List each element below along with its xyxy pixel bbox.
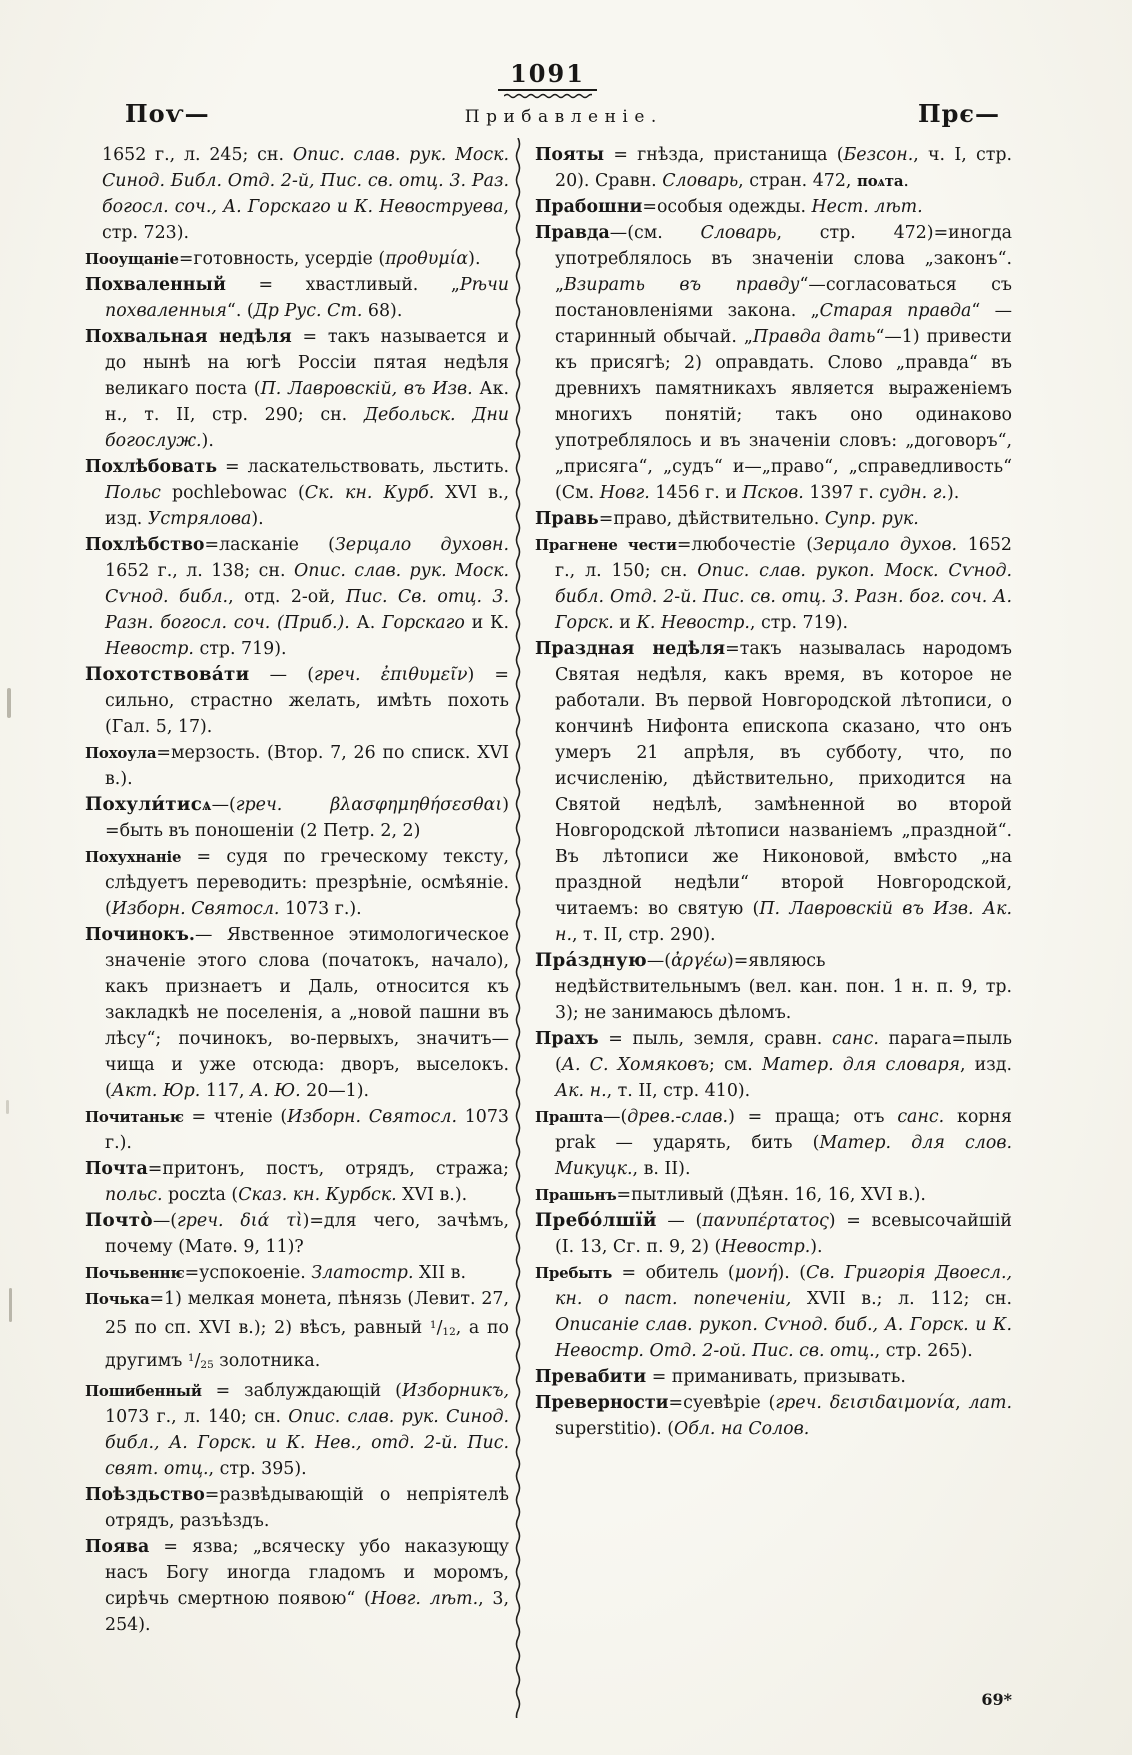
text-run: = гнѣзда, пристанища ( (604, 145, 844, 165)
entry-headword: Пояты (535, 145, 605, 165)
text-run: Изборн. Святосл. (287, 1107, 458, 1127)
text-run: ). (810, 1237, 823, 1257)
text-run: , т. II, стр. 290). (571, 925, 716, 945)
text-run: pochlebowac ( (160, 483, 305, 503)
text-run: Описаніе слав. рукоп. Сѵнод. биб., А. Горск. и К. Невостр. Отд. 2-ой. Пис. св. отц. (555, 1315, 1012, 1361)
text-run: парага=пыль ( (555, 1029, 1012, 1075)
text-run: μονή (734, 1263, 778, 1283)
text-run: ) = праща; отъ (728, 1107, 898, 1127)
entry-headword: Почьвеннѥ (85, 1264, 185, 1282)
text-run: = приманивать, призывать. (646, 1367, 906, 1387)
text-run: XII в. (413, 1263, 466, 1283)
text-run: Обл. на Солов. (673, 1419, 810, 1439)
text-run: Опис. слав. рукоп. Моск. Сѵнод. библ. Отд. 2-й. Пис. св. отц. 3. Разн. бог. соч. А. Горск. (555, 561, 1012, 633)
dictionary-entry (85, 142, 509, 246)
printer-signature: 69* (981, 1690, 1012, 1709)
text-run: Опис. слав. рук. Моск. Синод. Библ. Отд. 2-й, Пис. св. отц. 3. Раз. богосл. соч., А. Горскаго и К. Невоструева (102, 145, 509, 217)
text-run: )=являюсь недѣйствительнымъ (вел. кан. пон. 1 н. п. 9, тр. 3); не занимаюсь дѣломъ. (555, 951, 1012, 1023)
text-run: = хвастливый. „ (225, 275, 460, 295)
text-run: =суевѣріе ( (668, 1393, 776, 1413)
text-run: Зерцало духов. (813, 535, 958, 555)
text-run: . (903, 171, 909, 191)
entry-headword: Преверности (535, 1393, 669, 1413)
entry-headword: Почька (85, 1290, 150, 1308)
header-section-title: Прибавленіе. (464, 107, 663, 127)
text-run: 1 (187, 1352, 195, 1365)
text-run: золотника. (213, 1351, 321, 1372)
text-run: А. (349, 613, 383, 633)
text-run: “—согласоваться съ постановленіями закона. „ (555, 275, 1012, 321)
text-run: προθυμία (385, 249, 469, 269)
text-run: стр. 719). (193, 639, 287, 659)
entry-headword: Правда (535, 223, 610, 243)
text-run: , изд. (959, 1055, 1012, 1075)
dictionary-entry (535, 1260, 1012, 1364)
text-run: санс. (897, 1107, 945, 1127)
text-run: Супр. рук. (824, 509, 919, 529)
dictionary-entry (85, 740, 509, 792)
text-run: 1456 г. и (649, 483, 743, 503)
text-run: =мерзость. (Втор. 7, 26 по списк. XVI в.). (105, 743, 509, 789)
page-number-block (85, 59, 1010, 101)
dictionary-entry (535, 1390, 1012, 1442)
dictionary-entry (535, 1208, 1012, 1260)
text-run: Сказ. кн. Курбск. (238, 1185, 397, 1205)
text-run: Устрялова (147, 509, 252, 529)
text-run: Псков. (742, 483, 804, 503)
dictionary-entry (535, 532, 1012, 636)
text-run: А. Ю. (250, 1081, 301, 1101)
dictionary-entry (85, 844, 509, 922)
text-run: 1 (429, 1319, 437, 1331)
text-run: , т. II, стр. 410). (606, 1081, 751, 1101)
text-run: =особыя одежды. (642, 197, 812, 217)
entry-headword: Почитаньѥ (85, 1108, 184, 1126)
entry-headword: Похлѣбовать (85, 457, 218, 477)
text-run: судн. г. (879, 483, 947, 503)
dictionary-entry (85, 662, 509, 740)
text-run: )=для чего, зачѣмъ, почему (Матѳ. 9, 11)? (105, 1211, 510, 1257)
entry-headword: Прагнене чести (535, 536, 677, 554)
text-run: Пис. Св. отц. 3. Разн. богосл. соч. (Приб.). (105, 587, 510, 633)
text-run: Новг. (599, 483, 650, 503)
text-run: К. Невостр. (636, 613, 750, 633)
text-run: —(см. (609, 223, 701, 243)
text-run: Невостр. (105, 639, 194, 659)
text-run: superstitio). ( (555, 1419, 674, 1439)
text-run: , стр. 472)=иногда употреблялось въ значеніи слова „законъ“. „ (555, 223, 1012, 295)
text-run: 1073 г.). (279, 899, 362, 919)
entry-headword: Почта (85, 1159, 148, 1179)
text-run: ἐπιθυμεῖν (380, 665, 468, 685)
dictionary-entry (85, 1208, 509, 1260)
text-run: Новг. лѣт. (370, 1589, 479, 1610)
text-run: , стр. 395). (208, 1459, 307, 1480)
text-run: , в. II). (632, 1159, 691, 1179)
dictionary-entry (535, 142, 1012, 194)
dictionary-entry (85, 1104, 509, 1156)
text-run: 1652 г., л. 245; сн. (102, 145, 293, 165)
text-run: = такъ называется и до нынѣ на югѣ Россіи пятая недѣля великаго поста ( (105, 327, 509, 399)
entry-headword: Праздная недѣля (535, 639, 726, 659)
text-run: Матер. для слов. Микуцк. (555, 1133, 1012, 1179)
text-run: Правда дать (752, 327, 876, 347)
entry-headword: Пребо́лшїй (535, 1210, 657, 1231)
dictionary-entry (85, 792, 509, 844)
text-run: Взирать въ правду (564, 275, 800, 295)
text-run: , ч. I, стр. 20). Сравн. (555, 145, 1012, 191)
text-run: —( (211, 795, 236, 815)
text-run: ). ( (777, 1263, 806, 1283)
text-run: Зерцало духовн. (334, 535, 509, 555)
text-run: Акт. Юр. (111, 1081, 201, 1101)
entry-headword: Прашьнъ (535, 1186, 617, 1204)
text-run: — ( (656, 1211, 703, 1231)
text-run: Св. Григорія Двоесл., кн. о паст. попеченіи, (555, 1263, 1012, 1309)
text-run: / (194, 1351, 201, 1372)
entry-headword: Похухнаніе (85, 848, 182, 866)
text-run: Опис. слав. рук. Синод. библ., А. Горск. и К. Нев., отд. 2-й. Пис. свят. отц. (105, 1407, 509, 1480)
text-run: poczta ( (162, 1185, 239, 1205)
text-run: Невостр. (721, 1237, 811, 1257)
text-run: = обитель ( (612, 1263, 735, 1283)
text-run: =такъ называлась народомъ Святая недѣля, какъ время, въ которое не работали. Въ первой Новгородской лѣтописи, о кончинѣ Нифонта епископа сказано, что онъ умеръ 21 апрѣля, въ субботу, что, по исчисленію, дѣйствительно, приходится на Святой недѣлѣ, замѣненной во второй Новгородской лѣтописи названіемъ „праздной“. Въ лѣтописи же Никоновой, вмѣсто „на праздной недѣли“ второй Новгородской, читаемъ: во святую ( (555, 639, 1012, 919)
text-run: Горскаго (382, 613, 465, 633)
dictionary-entry (85, 1286, 509, 1378)
text-run: корня prak — ударять, бить ( (555, 1107, 1012, 1153)
header-left-keyword: Поѵ— (125, 99, 210, 128)
text-run: Безсон. (843, 145, 914, 165)
text-run: = судя по греческому тексту, слѣдуетъ переводить: презрѣніе, осмѣяніе. ( (105, 847, 509, 919)
text-run: древ.-слав. (627, 1107, 729, 1127)
text-run: 20—1). (300, 1081, 370, 1101)
entry-headword: Похвальная недѣля (85, 327, 292, 347)
text-run (282, 795, 330, 815)
entry-headword: Пошибенный (85, 1382, 202, 1401)
entry-headword: Похоула (85, 744, 157, 762)
dictionary-entry (85, 454, 509, 532)
text-run: Старая правда (819, 301, 972, 321)
text-run: ) = сильно, страстно желать, имѣть похоть (Гал. 5, 17). (105, 665, 509, 737)
text-run: ). (946, 483, 960, 503)
text-run: Ак. н. (555, 1081, 607, 1101)
dictionary-entry (85, 1482, 509, 1534)
dictionary-entry (85, 246, 509, 272)
entry-headword: Похваленный (85, 275, 226, 295)
text-run: , стр. 723). (102, 197, 509, 243)
entry-headword: Похули́тисѧ (85, 794, 212, 815)
header-right-keyword: Прє— (917, 99, 1000, 128)
text-run: 1652 г., л. 150; сн. (555, 535, 1012, 581)
page-number: 1091 (498, 62, 597, 91)
dictionary-entry (85, 532, 509, 662)
text-run: ἀργέω (671, 951, 727, 971)
left-column (85, 142, 509, 1638)
dictionary-entry (535, 948, 1012, 1026)
text-run: ). (251, 509, 264, 529)
dictionary-entry (85, 922, 509, 1104)
text-run: / (436, 1318, 443, 1339)
text-run: и К. (464, 613, 509, 633)
text-run: —( (603, 1107, 628, 1127)
text-run: , стр. 265). (874, 1341, 973, 1361)
dictionary-entry (535, 220, 1012, 506)
text-run: 12 (442, 1326, 456, 1339)
text-run: П. Лавровскій въ Изв. Ак. н. (555, 899, 1012, 945)
text-run (822, 1393, 830, 1413)
text-run: XVII в.; л. 112; сн. (791, 1289, 1012, 1309)
running-header (85, 99, 1010, 128)
text-run: ). (201, 431, 214, 451)
text-run: польс. (105, 1185, 163, 1205)
dictionary-entry (535, 636, 1012, 948)
text-run: П. Лавровскій, въ Изв. (260, 379, 473, 399)
text-run: =1) мелкая монета, пѣнязь (Левит. 27, 25 по сп. XVI в.); 2) вѣсъ, равный (105, 1289, 509, 1339)
text-run: 1397 г. (803, 483, 880, 503)
text-run: Др Рус. Ст. (253, 301, 363, 321)
text-run: Дебольск. Дни богослуж. (105, 405, 510, 451)
text-run: = заблуждающій ( (201, 1381, 402, 1402)
entry-headword: Почто̀ (85, 1210, 153, 1231)
scan-artifact (9, 1288, 12, 1322)
text-run: ; см. (709, 1055, 762, 1075)
text-run: “. ( (226, 301, 254, 321)
text-run (224, 1211, 241, 1231)
text-run: 1073 г., л. 140; сн. (105, 1407, 289, 1428)
text-run: “ — старинный обычай. „ (555, 301, 1013, 347)
entry-headword: Прабошни (535, 197, 643, 217)
text-run: δεισιδαιμονία (829, 1393, 956, 1413)
scan-artifact (7, 688, 11, 718)
text-run (361, 665, 381, 685)
dictionary-entry (535, 1364, 1012, 1390)
dictionary-entry (85, 324, 509, 454)
text-run: Польс (105, 483, 161, 503)
text-block (85, 142, 1012, 1638)
text-run: ) = всевысочайшій (I. 13, Сг. п. 9, 2) ( (555, 1211, 1013, 1257)
text-run: 1073 г.). (105, 1107, 509, 1153)
text-run: греч. (235, 795, 283, 815)
dictionary-entry (535, 1026, 1012, 1104)
entry-headword: Прашта (535, 1108, 604, 1126)
dictionary-entry (85, 1378, 509, 1482)
dictionary-entry (85, 272, 509, 324)
text-run: =любочестіе ( (676, 535, 814, 555)
text-run: Опис. слав. рук. Моск. Сѵнод. библ. (105, 561, 509, 607)
text-run: = язва; „всяческу убо наказующу насъ Богу иногда гладомъ и моромъ, сирѣчь смертною появою“ ( (105, 1537, 509, 1610)
text-run: Ак. н., т. II, стр. 290; сн. (105, 379, 509, 425)
text-run: Ск. кн. Курб. (304, 483, 435, 503)
text-run: διά τὶ (240, 1211, 303, 1231)
entry-headword: Поѣздьство (85, 1485, 205, 1506)
text-run: греч. (177, 1211, 224, 1231)
right-column (535, 142, 1012, 1442)
entry-headword: Пооущаніе (85, 250, 179, 268)
text-run: , а по другимъ (105, 1318, 510, 1372)
text-run: 1652 г., л. 138; сн. (105, 561, 294, 581)
dictionary-entry (535, 1182, 1012, 1208)
text-run: ). (468, 249, 481, 269)
text-run: санс. (832, 1029, 879, 1049)
entry-headword: Пребыть (535, 1264, 613, 1282)
text-run: Изборн. Святосл. (111, 899, 280, 919)
text-run: Златостр. (311, 1263, 414, 1283)
entry-headword: Похотствова́ти (85, 664, 250, 685)
column-divider (512, 138, 524, 1718)
dictionary-entry (535, 1104, 1012, 1182)
text-run: , стран. 472, (738, 171, 857, 191)
text-run: XVI в., изд. (105, 483, 509, 529)
text-run: , отд. 2-ой, (228, 587, 346, 607)
entry-headword: Превабити (535, 1367, 647, 1387)
dictionary-entry (85, 1534, 509, 1638)
dictionary-entry (535, 506, 1012, 532)
entry-headword: Прахъ (535, 1029, 599, 1049)
text-run: =пытливый (Дѣян. 16, 16, XVI в.). (616, 1185, 926, 1205)
text-run: πανυπέρτατος (702, 1211, 829, 1231)
text-run: греч. (314, 665, 361, 685)
text-run: =готовность, усердіе ( (178, 249, 386, 269)
text-run: —( (152, 1211, 177, 1231)
entry-headword: Поява (85, 1537, 150, 1558)
entry-headword: Правь (535, 509, 599, 529)
text-run: греч. (775, 1393, 822, 1413)
text-run: XVI в.). (396, 1185, 468, 1205)
dictionary-entry (85, 1260, 509, 1286)
scan-artifact (6, 1100, 9, 1114)
text-run: =ласканіе ( (204, 535, 335, 555)
entry-headword: поѧта (857, 172, 904, 190)
dictionary-entry (535, 194, 1012, 220)
entry-headword: Починокъ. (85, 925, 195, 945)
text-run: 25 (200, 1359, 214, 1372)
dictionary-entry (85, 1156, 509, 1208)
text-run: = чтеніе ( (183, 1107, 288, 1127)
text-run: ) =быть въ поношеніи (2 Петр. 2, 2) (105, 795, 509, 841)
entry-headword: Пра́здную (535, 950, 647, 971)
text-run: и (613, 613, 637, 633)
text-run: , стр. 719). (749, 613, 849, 633)
text-run: —( (646, 951, 672, 971)
text-run: =право, дѣйствительно. (598, 509, 825, 529)
text-run: , (955, 1393, 969, 1413)
text-run: — ( (249, 665, 315, 685)
text-run: 68). (362, 301, 403, 321)
text-run: Изборникъ, (401, 1381, 509, 1402)
text-run: — Явственное этимологическое значеніе этого слова (початокъ, начало), какъ признаетъ и Даль, относится къ закладкѣ не поселенія, а „новой пашни въ лѣсу“; починокъ, во-первыхъ, значитъ—чища и уже отсюда: дворъ, выселокъ. ( (105, 925, 509, 1101)
text-run: “—1) привести къ присягѣ; 2) оправдать. Слово „правда“ въ древнихъ памятникахъ является выраженіемъ многихъ понятій; такъ оно одинаково употреблялось и въ значеніи словъ: „договоръ“, „присяга“, „судъ“ и—„право“, „справедливость“ (См. (555, 327, 1012, 503)
text-run: 117, (200, 1081, 251, 1101)
text-run: Словарь (662, 171, 739, 191)
text-run: =успокоеніе. (184, 1263, 312, 1283)
text-run: лат. (968, 1393, 1013, 1413)
text-run: =притонъ, постъ, отрядъ, стража; (147, 1159, 509, 1179)
text-run: =развѣдывающій о непріятелѣ отрядъ, разъѣздъ. (105, 1485, 509, 1532)
text-run: = пыль, земля, сравн. (598, 1029, 833, 1049)
entry-headword: Похлѣбство (85, 535, 205, 555)
text-run: Рѣчи похваленныя (105, 275, 509, 321)
text-run: βλασφημηθήσεσθαι (330, 795, 503, 815)
text-run: Словарь (700, 223, 777, 243)
text-run: Матер. для словаря (762, 1055, 960, 1075)
text-run: , 3, 254). (105, 1589, 509, 1636)
text-run: Нест. лѣт. (811, 197, 923, 217)
text-run: А. С. Хомяковъ (561, 1055, 710, 1075)
text-run: = ласкательствовать, льстить. (217, 457, 509, 477)
